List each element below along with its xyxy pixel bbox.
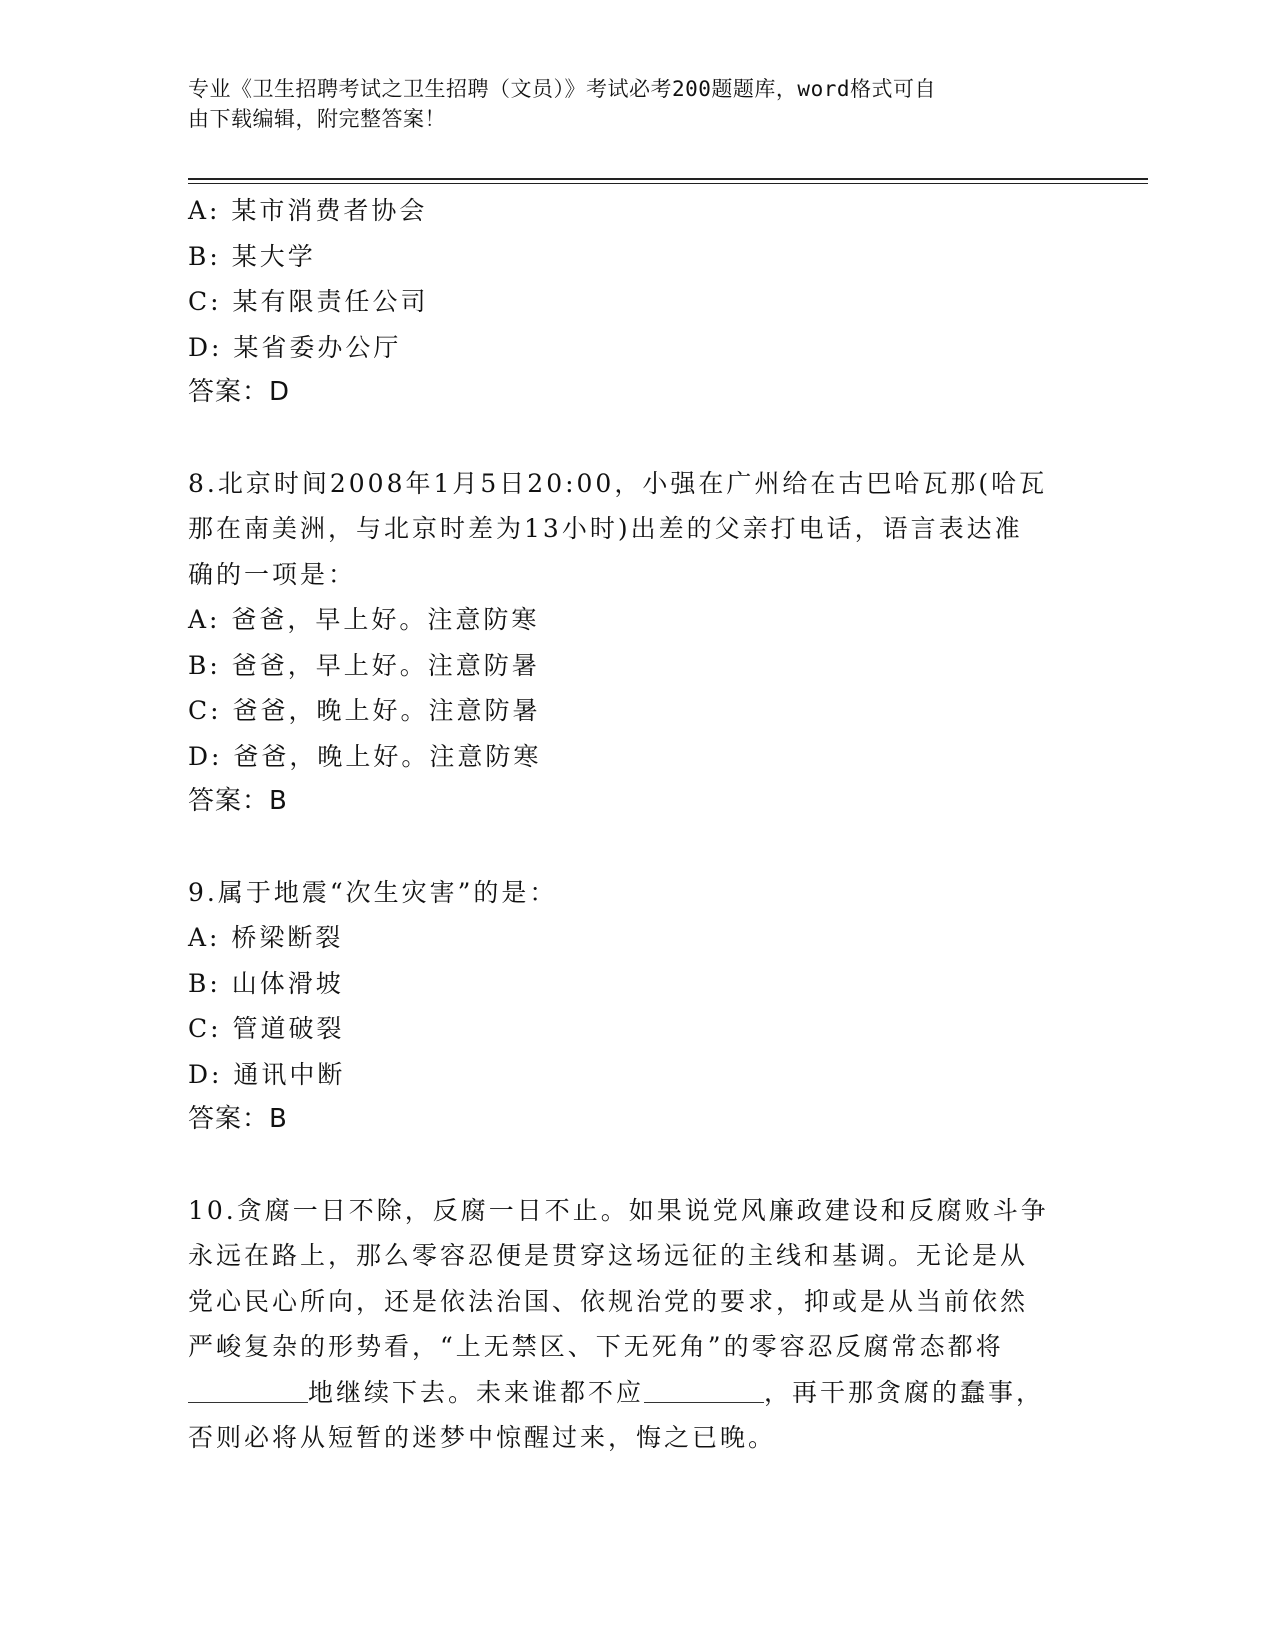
stem-line-5: [188, 1370, 1088, 1416]
option-b: B: 某大学: [188, 241, 316, 271]
stem-line-1: 8.北京时间2008年1月5日20:00，小强在广州给在古巴哈瓦那(哈瓦: [188, 468, 1048, 498]
answer: 答案：D: [188, 377, 291, 407]
header-rule-thick: [188, 178, 1148, 180]
question-7: [188, 188, 1088, 416]
option-b: B: 山体滑坡: [188, 968, 344, 998]
option-a: A: 桥梁断裂: [188, 923, 344, 952]
option-b: B: 爸爸，早上好。注意防暑: [188, 650, 540, 680]
header-line-1: 专业《卫生招聘考试之卫生招聘（文员）》考试必考200题题库，word格式可自: [188, 77, 936, 101]
stem-line-5-text-2: ，再干那贪腐的蠢事，: [764, 1377, 1045, 1407]
option-d: D: 某省委办公厅: [188, 332, 402, 362]
option-a: A: 某市消费者协会: [188, 196, 428, 225]
question-content: [188, 188, 1088, 1461]
stem-line-5-text-1: 地继续下去。未来谁都不应: [308, 1377, 645, 1407]
option-c: C: 管道破裂: [188, 1014, 345, 1043]
question-stem: [188, 1188, 1088, 1461]
stem-line-2: 那在南美洲，与北京时差为13小时)出差的父亲打电话，语言表达准: [188, 514, 1023, 543]
option-c: C: 爸爸，晚上好。注意防暑: [188, 696, 541, 725]
option-d: D: 爸爸，晚上好。注意防寒: [188, 741, 542, 771]
stem-line-1: 10.贪腐一日不除，反腐一日不止。如果说党风廉政建设和反腐败斗争: [188, 1195, 1049, 1225]
fill-blank-1: [188, 1374, 308, 1403]
question-8: [188, 461, 1088, 825]
answer: 答案：B: [188, 786, 288, 816]
question-stem: [188, 461, 1088, 598]
document-header: [188, 74, 1068, 134]
stem-line-6: 否则必将从短暂的迷梦中惊醒过来，悔之已晚。: [188, 1423, 777, 1452]
spacer: [188, 825, 1088, 870]
question-stem: 9.属于地震“次生灾害”的是：: [188, 877, 558, 907]
option-c: C: 某有限责任公司: [188, 287, 429, 316]
option-d: D: 通讯中断: [188, 1059, 346, 1089]
option-a: A: 爸爸，早上好。注意防寒: [188, 605, 540, 634]
question-9: [188, 870, 1088, 1143]
fill-blank-2: [644, 1374, 764, 1403]
answer: 答案：B: [188, 1104, 288, 1134]
header-line-2: 由下载编辑，附完整答案！: [188, 107, 446, 131]
stem-line-4: 严峻复杂的形势看，“上无禁区、下无死角”的零容忍反腐常态都将: [188, 1332, 1004, 1361]
spacer: [188, 416, 1088, 461]
stem-line-3: 党心民心所向，还是依法治国、依规治党的要求，抑或是从当前依然: [188, 1286, 1029, 1316]
question-10: [188, 1188, 1088, 1461]
spacer: [188, 1143, 1088, 1188]
stem-line-3: 确的一项是：: [188, 559, 357, 589]
stem-line-2: 永远在路上，那么零容忍便是贯穿这场远征的主线和基调。无论是从: [188, 1241, 1029, 1270]
header-rule-thin: [188, 183, 1148, 184]
